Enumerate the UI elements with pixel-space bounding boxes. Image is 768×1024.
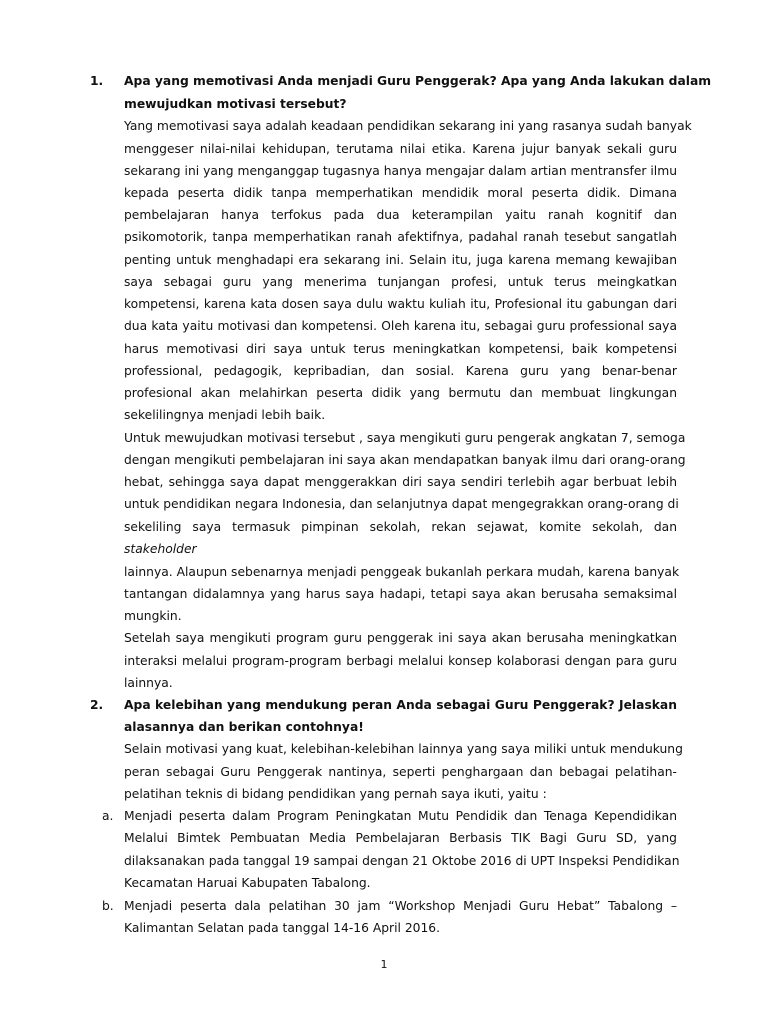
- answer-2-line: pelatihan teknis di bidang pendidikan yang pernah saya ikuti, yaitu :: [124, 787, 547, 801]
- answer-1-line: Yang memotivasi saya adalah keadaan pendidikan sekarang ini yang rasanya sudah banyak: [124, 119, 692, 133]
- answer-1-line: dua kata yaitu motivasi dan kompetensi. Oleh karena itu, sebagai guru professional saya: [124, 319, 677, 333]
- question-2-title-line: alasannya dan berikan contohnya!: [124, 720, 364, 734]
- answer-2-line: peran sebagai Guru Penggerak nantinya, seperti penghargaan dan bebagai pelatihan-: [124, 765, 677, 779]
- answer-1-line: professional, pedagogik, kepribadian, dan sosial. Karena guru yang benar-benar: [124, 364, 677, 378]
- answer-1-line: sekeliling saya termasuk pimpinan sekolah, rekan sejawat, komite sekolah, dan: [124, 520, 677, 534]
- answer-1-line: lainnya. Alaupun sebenarnya menjadi penggeak bukanlah perkara mudah, karena banyak: [124, 565, 680, 579]
- answer-1-line: Untuk mewujudkan motivasi tersebut , saya mengikuti guru pengerak angkatan 7, semoga: [124, 431, 686, 445]
- answer-1-line: profesional akan melahirkan peserta didik yang bermutu dan membuat lingkungan: [124, 386, 677, 400]
- page-number: 1: [380, 958, 388, 971]
- answer-1-line: penting untuk menghadapi era sekarang ini. Selain itu, juga karena memang kewajiban: [124, 253, 677, 267]
- list-item-line: Menjadi peserta dalam Program Peningkatan Mutu Pendidik dan Tenaga Kependidikan: [124, 809, 677, 823]
- list-item-line: Melalui Bimtek Pembuatan Media Pembelajaran Berbasis TIK Bagi Guru SD, yang: [124, 831, 677, 845]
- list-item-line: Kecamatan Haruai Kabupaten Tabalong.: [124, 876, 371, 890]
- list-item-line: Menjadi peserta dala pelatihan 30 jam “Workshop Menjadi Guru Hebat” Tabalong –: [124, 899, 677, 913]
- answer-1-line: menggeser nilai-nilai kehidupan, terutama nilai etika. Karena jujur banyak sekali guru: [124, 142, 677, 156]
- answer-1-line: kepada peserta didik tanpa memperhatikan mendidik moral peserta didik. Dimana: [124, 186, 677, 200]
- answer-1-line: lainnya.: [124, 676, 173, 690]
- answer-1-line: pembelajaran hanya terfokus pada dua keterampilan yaitu ranah kognitif dan: [124, 208, 677, 222]
- answer-1-line: harus memotivasi diri saya untuk terus meningkatkan kompetensi, baik kompetensi: [124, 342, 677, 356]
- answer-1-line: interaksi melalui program-program berbagi melalui konsep kolaborasi dengan para guru: [124, 654, 677, 668]
- answer-1-line: psikomotorik, tanpa memperhatikan ranah afektifnya, padahal ranah tesebut sangatlah: [124, 230, 677, 244]
- list-item-marker: a.: [102, 809, 114, 823]
- list-item-line: dilaksanakan pada tanggal 19 sampai dengan 21 Oktobe 2016 di UPT Inspeksi Pendidikan: [124, 854, 680, 868]
- question-2-number: 2.: [90, 698, 104, 712]
- answer-1-line: untuk pendidikan negara Indonesia, dan selanjutnya dapat mengegrakkan orang-orang di: [124, 497, 679, 511]
- answer-2-line: Selain motivasi yang kuat, kelebihan-kelebihan lainnya yang saya miliki untuk mendukung: [124, 742, 683, 756]
- answer-1-line: sekelilingnya menjadi lebih baik.: [124, 408, 326, 422]
- answer-1-line: mungkin.: [124, 609, 182, 623]
- answer-1-line: sekarang ini yang menganggap tugasnya hanya mengajar dalam artian mentransfer ilmu: [124, 164, 677, 178]
- answer-1-line: Setelah saya mengikuti program guru penggerak ini saya akan berusaha meningkatkan: [124, 631, 677, 645]
- list-item-line: Kalimantan Selatan pada tanggal 14-16 April 2016.: [124, 921, 441, 935]
- list-item-marker: b.: [102, 899, 114, 913]
- answer-1-line: hebat, sehingga saya dapat menggerakkan diri saya sendiri terlebih agar berbuat lebih: [124, 475, 677, 489]
- answer-1-italic-term: stakeholder: [124, 542, 197, 556]
- question-1-title-line: Apa yang memotivasi Anda menjadi Guru Penggerak? Apa yang Anda lakukan dalam: [124, 74, 712, 88]
- question-1-number: 1.: [90, 74, 104, 88]
- answer-1-line: saya sebagai guru yang menerima tunjangan profesi, untuk terus meingkatkan: [124, 275, 677, 289]
- question-1-title-line: mewujudkan motivasi tersebut?: [124, 97, 347, 111]
- answer-1-line: kompetensi, karena kata dosen saya dulu waktu kuliah itu, Profesional itu gabungan dari: [124, 297, 677, 311]
- answer-1-line: dengan mengikuti pembelajaran ini saya akan mendapatkan banyak ilmu dari orang-orang: [124, 453, 686, 467]
- question-2-title-line: Apa kelebihan yang mendukung peran Anda sebagai Guru Penggerak? Jelaskan: [124, 698, 677, 712]
- answer-1-line: tantangan didalamnya yang harus saya hadapi, tetapi saya akan berusaha semaksimal: [124, 587, 677, 601]
